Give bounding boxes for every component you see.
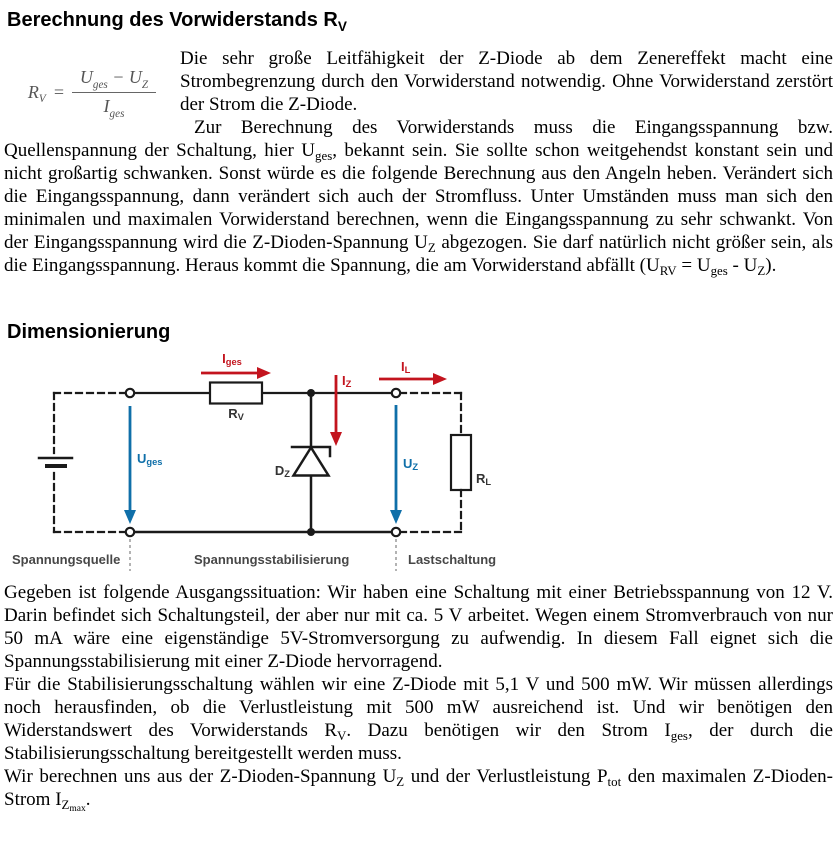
voltage-label-uz: UZ bbox=[403, 456, 419, 473]
formula-denominator: $I_{ges}$ bbox=[103, 96, 125, 120]
current-label-il: IL bbox=[401, 359, 411, 376]
component-label-dz: DZ bbox=[274, 463, 290, 480]
section-heading-dimensionierung: Dimensionierung bbox=[7, 321, 171, 343]
component-label-rv: RV bbox=[228, 406, 244, 423]
formula-lhs: $R_V$ bbox=[27, 81, 46, 106]
current-arrow-il-head bbox=[433, 373, 447, 385]
dimensioning-paragraph-1: Gegeben ist folgende Ausgangssituation: Wir haben eine Schaltung mit einer Betriebsspannung von 12 V. Darin befindet sich Schaltungsteil, der aber nur mit ca. 5 V arbeitet. Wegen einem Stromverbrauch von nur 50 mA wäre eine eigenständige 5V-Stromversorgung zu aufwendig. In diesem Fall eignet sich die Spannungsstabilisierung mit einer Z-Diode hervorragend. bbox=[4, 582, 833, 672]
terminal-bottom-left bbox=[126, 528, 134, 536]
voltage-arrow-uz-head bbox=[390, 510, 402, 524]
current-label-iges: Iges bbox=[222, 351, 242, 368]
voltage-label-uges: Uges bbox=[137, 451, 163, 468]
current-arrow-iges-head bbox=[257, 367, 271, 379]
zener-diode-triangle bbox=[294, 448, 329, 476]
formula-equals: = bbox=[52, 81, 65, 102]
formula-rv bbox=[4, 47, 180, 137]
document bbox=[0, 9, 837, 814]
current-label-iz: IZ bbox=[342, 373, 352, 390]
formula-fraction bbox=[72, 67, 156, 120]
voltage-arrow-uges-head bbox=[124, 510, 136, 524]
intro-paragraph-1: Die sehr große Leitfähigkeit der Z-Diode ab dem Zenereffekt macht eine Strombegrenzung durch den Vorwiderstand notwendig. Ohne Vorwiderstand zerstört der Strom die Z-Diode. bbox=[180, 48, 833, 115]
junction-node-top bbox=[307, 389, 315, 397]
terminal-top-right bbox=[392, 389, 400, 397]
load-resistor-rl-body bbox=[451, 435, 471, 490]
region-label-spannungsstabilisierung: Spannungsstabilisierung bbox=[194, 552, 350, 567]
terminal-top-left bbox=[126, 389, 134, 397]
page-title: Berechnung des Vorwiderstands $R_V$ bbox=[7, 9, 347, 34]
junction-node-bottom bbox=[307, 528, 315, 536]
current-arrow-iz-head bbox=[330, 432, 342, 446]
intro-section bbox=[4, 47, 833, 277]
circuit-svg bbox=[4, 351, 524, 572]
resistor-rv-body bbox=[210, 383, 262, 404]
dimensioning-paragraph-3: Wir berechnen uns aus der Z-Dioden-Spannung $U_Z$ und der Verlustleistung $P_{tot}$ den maximalen Z-Dioden-Strom $I_{Zmax}$. bbox=[4, 766, 833, 814]
region-label-lastschaltung: Lastschaltung bbox=[408, 552, 497, 567]
component-label-rl: RL bbox=[476, 471, 492, 488]
region-label-spannungsquelle: Spannungsquelle bbox=[12, 552, 121, 567]
formula-numerator: $U_{ges} - U_Z$ bbox=[72, 67, 156, 93]
dimensioning-paragraph-2: Für die Stabilisierungsschaltung wählen wir eine Z-Diode mit 5,1 V und 500 mW. Wir müssen allerdings noch herausfinden, ob die Verlustleistung mit 500 mW ausreichend ist. Und wir benötigen den Widerstandswert des Vorwiderstands $R_V$. Dazu benötigen wir den Strom $I_{ges}$, der durch die Stabilisierungsschaltung bereitgestellt werden muss. bbox=[4, 674, 833, 764]
terminal-bottom-right bbox=[392, 528, 400, 536]
intro-paragraph-2: Zur Berechnung des Vorwiderstands muss die Eingangsspannung bzw. Quellenspannung der Schaltung, hier $U_{ges}$, bekannt sein. Sie sollte schon weitgehendst konstant sein und nicht großartig schwanken. Sonst würde es die folgende Berechnung aus den Angeln heben. Verändert sich die Eingangsspannung, dann verändert sich auch der Stromfluss. Unter Umständen muss man sich den minimalen und maximalen Vorwiderstand berechnen, wenn die Eingangsspannung zu sehr schwankt. Von der Eingangsspannung wird die Z-Dioden-Spannung $U_Z$ abgezogen. Sie darf natürlich nicht größer sein, als die Eingangsspannung. Heraus kommt die Spannung, die am Vorwiderstand abfällt $(U_{RV} = U_{ges} - U_Z)$. bbox=[4, 117, 833, 279]
circuit-diagram bbox=[4, 351, 524, 572]
